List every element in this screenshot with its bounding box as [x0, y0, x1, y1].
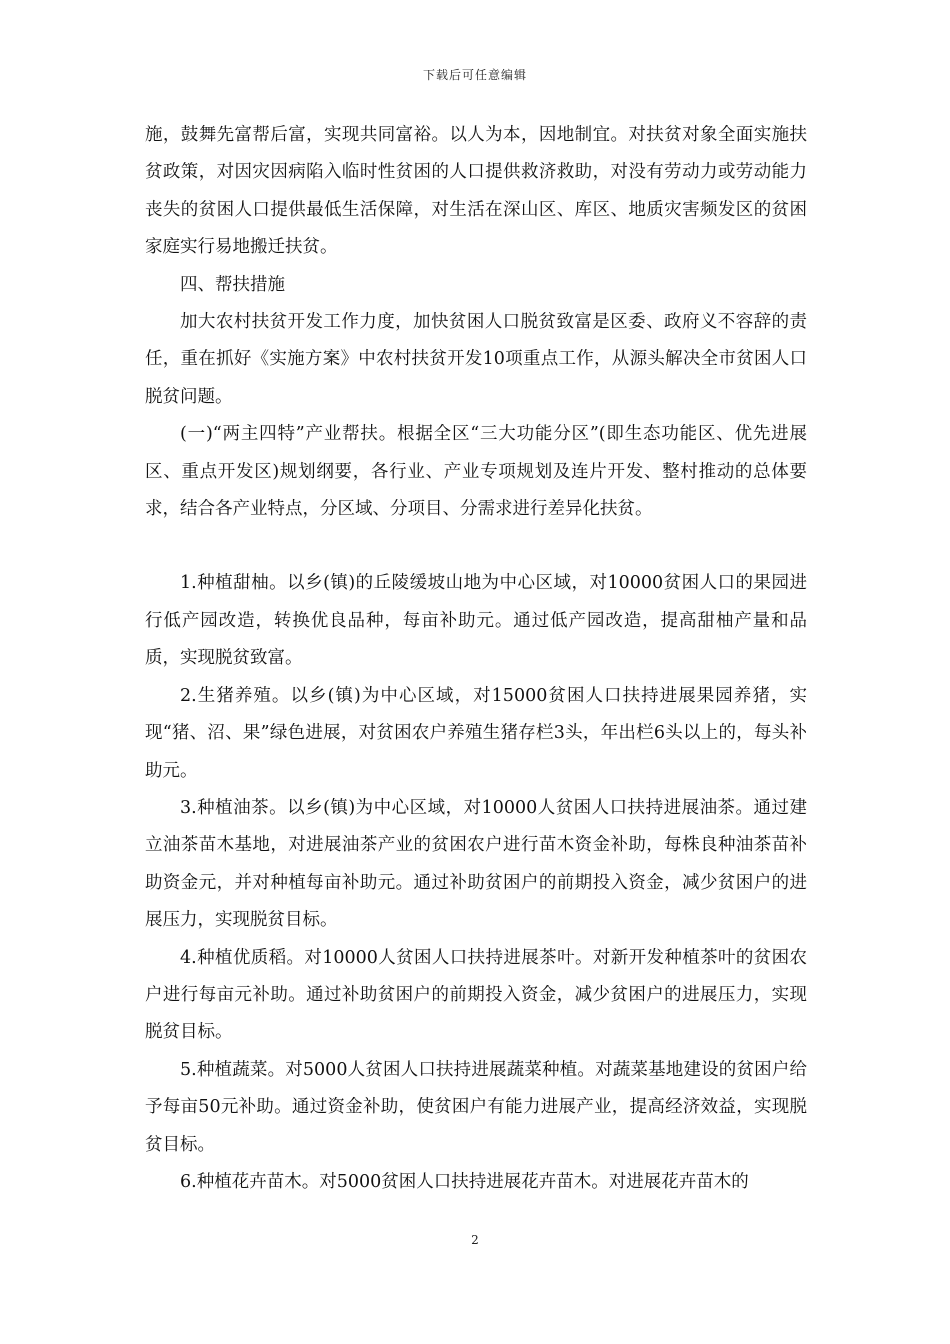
paragraph-subsection-1: (一)“两主四特”产业帮扶。根据全区“三大功能分区”(即生态功能区、优先进展区、重点开发区)规划纲要，各行业、产业专项规划及连片开发、整村推动的总体要求，结合各产业特点，分区域、分项目、分需求进行差异化扶贫。 — [145, 424, 807, 520]
list-item-6: 6.种植花卉苗木。对5000贫困人口扶持进展花卉苗木。对进展花卉苗木的 — [180, 1171, 749, 1192]
page-header-note: 下载后可任意编辑 — [422, 68, 527, 82]
page-number: 2 — [471, 1233, 479, 1247]
section-heading: 四、帮扶措施 — [180, 274, 285, 295]
list-item-1: 1.种植甜柚。以乡(镇)的丘陵缓坡山地为中心区域，对10000贫困人口的果园进行低产园改造，转换优良品种，每亩补助元。通过低产园改造，提高甜柚产量和品质，实现脱贫致富。 — [145, 573, 807, 669]
list-item-3: 3.种植油茶。以乡(镇)为中心区域，对10000人贫困人口扶持进展油茶。通过建立油茶苗木基地，对进展油茶产业的贫困农户进行苗木资金补助，每株良种油茶苗补助资金元，并对种植每亩补助元。通过补助贫困户的前期投入资金，减少贫困户的进展压力，实现脱贫目标。 — [145, 797, 807, 931]
list-item-5: 5.种植蔬菜。对5000人贫困人口扶持进展蔬菜种植。对蔬菜基地建设的贫困户给予每亩50元补助。通过资金补助，使贫困户有能力进展产业，提高经济效益，实现脱贫目标。 — [145, 1059, 807, 1155]
paragraph-intro: 加大农村扶贫开发工作力度，加快贫困人口脱贫致富是区委、政府义不容辞的责任，重在抓好《实施方案》中农村扶贫开发10项重点工作，从源头解决全市贫困人口脱贫问题。 — [145, 312, 807, 407]
document-body — [145, 117, 807, 1201]
list-item-2: 2.生猪养殖。以乡(镇)为中心区域，对15000贫困人口扶持进展果园养猪，实现“猪、沼、果”绿色进展，对贫困农户养殖生猪存栏3头，年出栏6头以上的，每头补助元。 — [145, 685, 807, 781]
paragraph-continuation: 施，鼓舞先富帮后富，实现共同富裕。以人为本，因地制宜。对扶贫对象全面实施扶贫政策，对因灾因病陷入临时性贫困的人口提供救济救助，对没有劳动力或劳动能力丧失的贫困人口提供最低生活保障，对生活在深山区、库区、地质灾害频发区的贫困家庭实行易地搬迁扶贫。 — [145, 125, 807, 258]
list-item-4: 4.种植优质稻。对10000人贫困人口扶持进展茶叶。对新开发种植茶叶的贫困农户进行每亩元补助。通过补助贫困户的前期投入资金，减少贫困户的进展压力，实现脱贫目标。 — [145, 947, 807, 1043]
